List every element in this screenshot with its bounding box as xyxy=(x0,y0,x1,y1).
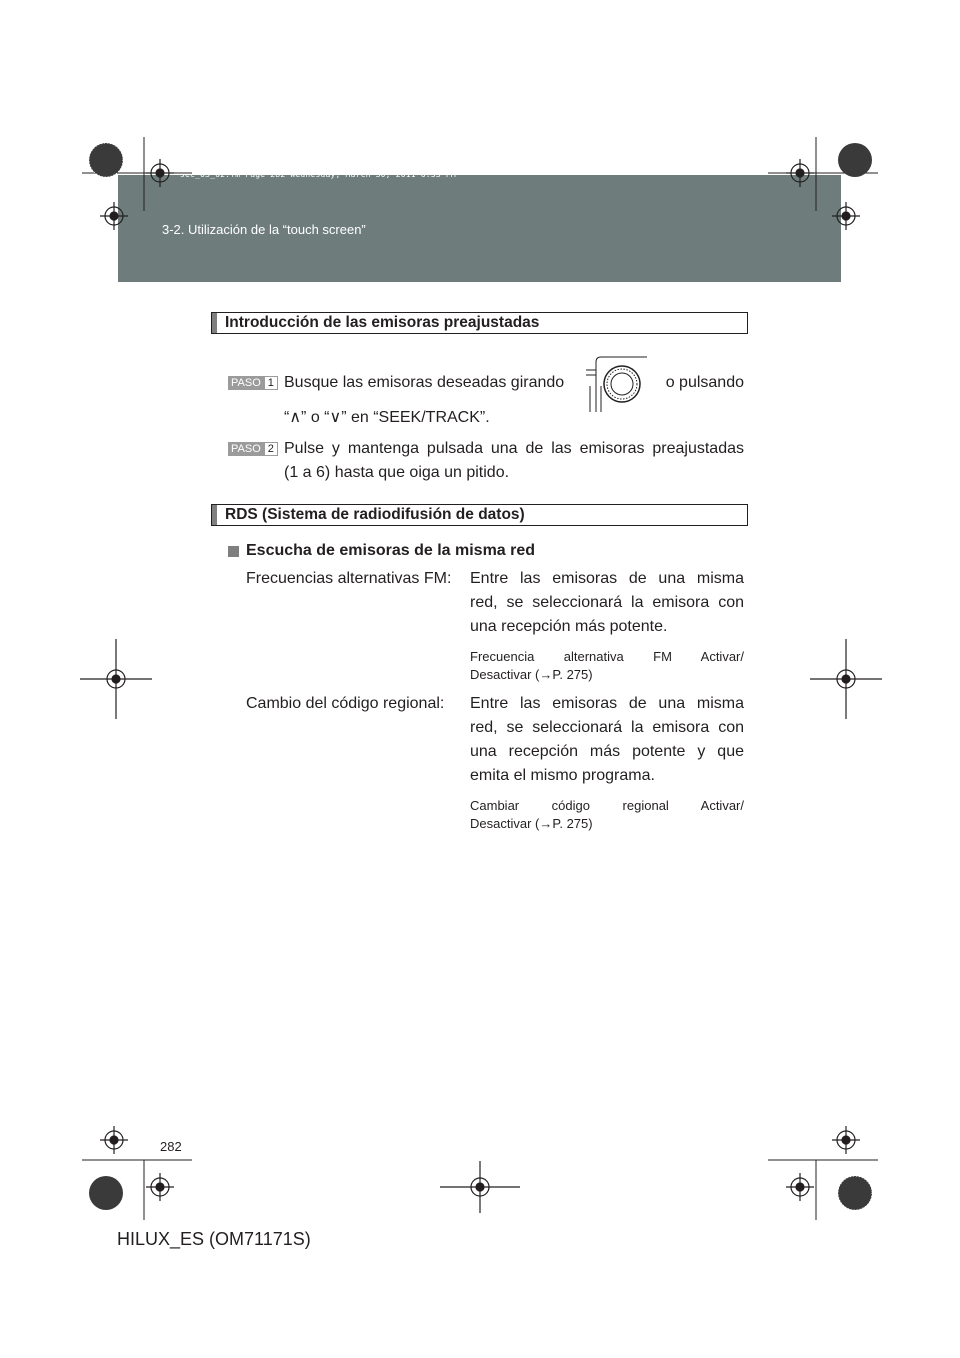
heading-text: RDS (Sistema de radiodifusión de datos) xyxy=(225,506,525,523)
registration-mark-icon xyxy=(80,159,882,1213)
item-1-line-1: Entre las emisoras de una misma xyxy=(470,570,744,587)
step-1-badge: PASO 1 xyxy=(228,376,278,390)
step-1-text-c: “∧” o “∨” en “SEEK/TRACK”. xyxy=(284,409,490,426)
item-1-term: Frecuencias alternativas FM: xyxy=(246,570,452,587)
item-2-note-1: Cambiar código regional Activar/ xyxy=(470,798,744,813)
rds-subheading: Escucha de emisoras de la misma red xyxy=(246,542,536,559)
step-1-text-b: o pulsando xyxy=(665,374,744,391)
item-2-note-2: Desactivar (→P. 275) xyxy=(470,816,593,831)
item-2-line-2: red, se seleccionará la emisora con xyxy=(470,719,744,736)
file-info-line: sec_03_02.fm Page 282 Wednesday, March 30, 2011 6:53 PM xyxy=(180,170,456,179)
step-1-text-a: Busque las emisoras deseadas girando xyxy=(284,374,565,391)
item-2-line-3: una recepción más potente y que xyxy=(470,743,744,760)
item-1-line-3: una recepción más potente. xyxy=(470,618,668,635)
item-1-note-2: Desactivar (→P. 275) xyxy=(470,667,593,682)
step-2-badge: PASO 2 xyxy=(228,442,278,456)
heading-text: Introducción de las emisoras preajustadas xyxy=(225,314,540,331)
section-title: 3-2. Utilización de la “touch screen” xyxy=(162,222,366,237)
step-2-line-1: Pulse y mantenga pulsada una de las emisoras preajustadas xyxy=(284,440,744,457)
model-code: HILUX_ES (OM71171S) xyxy=(117,1229,311,1249)
item-1-note-1: Frecuencia alternativa FM Activar/ xyxy=(470,649,744,664)
step-2-line-2: (1 a 6) hasta que oiga un pitido. xyxy=(284,464,510,481)
item-2-line-4: emita el mismo programa. xyxy=(470,767,655,784)
item-2-line-1: Entre las emisoras de una misma xyxy=(470,695,744,712)
page-number: 282 xyxy=(160,1139,182,1154)
color-wheel-marks xyxy=(89,143,872,1210)
item-2-term: Cambio del código regional: xyxy=(246,695,445,712)
item-1-line-2: red, se seleccionará la emisora con xyxy=(470,594,744,611)
